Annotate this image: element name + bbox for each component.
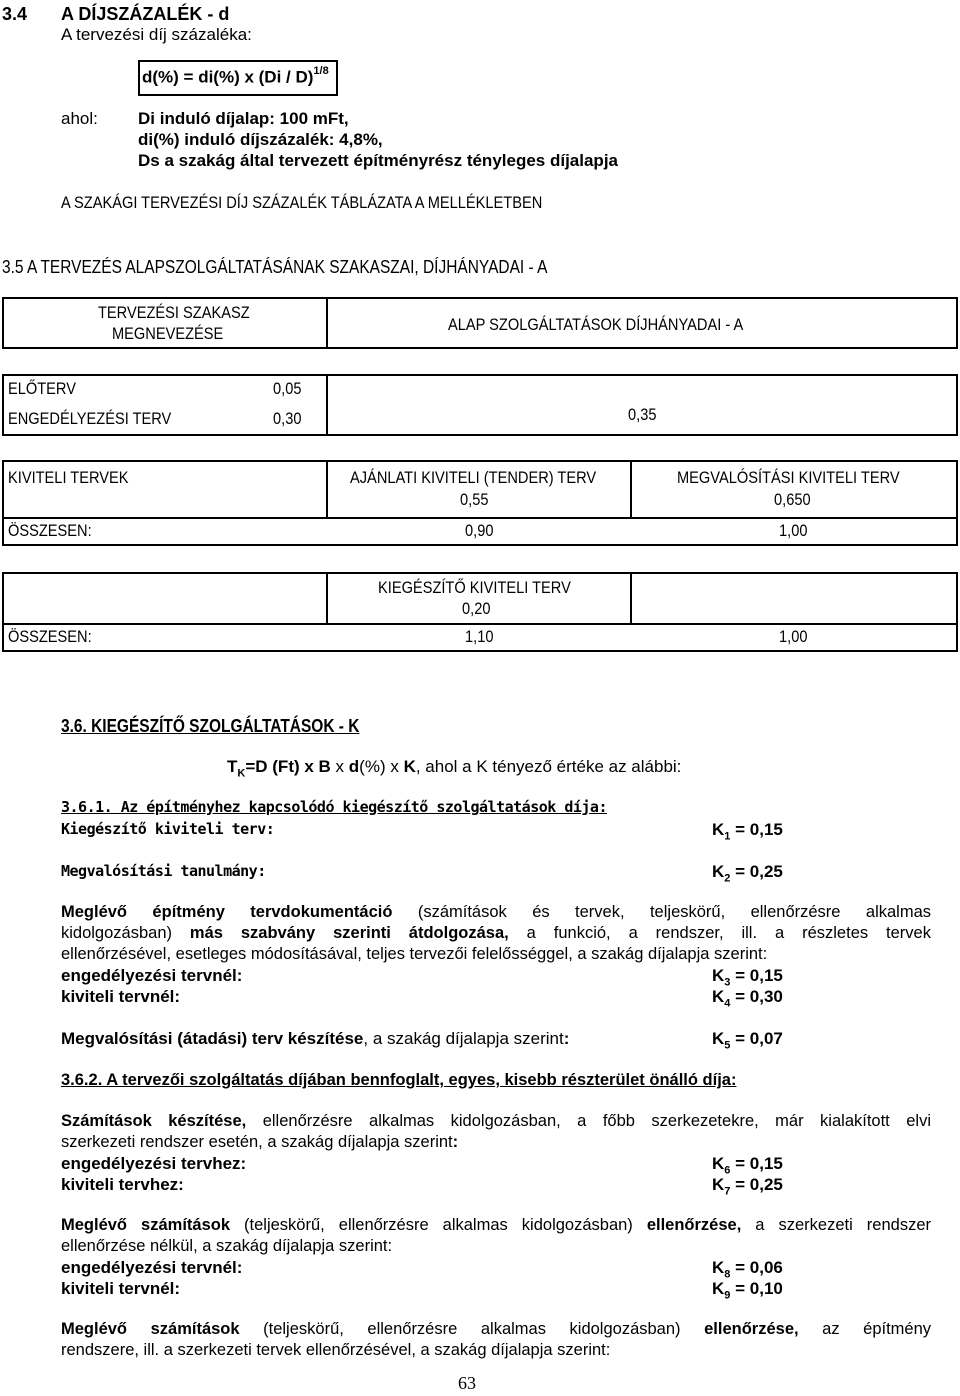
paragraph-meglevo-szamitasok-2: ellenőrzése nélkül, a szakág díjalapja szerint:: [61, 1237, 393, 1255]
section-heading-3-6: 3.6. KIEGÉSZÍTŐ SZOLGÁLTATÁSOK - K: [61, 716, 360, 736]
ds-line: Ds a szakág által tervezett építményrész tényleges díjalapja: [138, 151, 618, 170]
row-eloterv-label: ELŐTERV: [8, 379, 76, 398]
k3-value: $K_3 = 0,15$: [712, 966, 783, 989]
section-number-3-4: 3.4: [2, 4, 28, 24]
header-left-line2: MEGNEVEZÉSE: [112, 324, 224, 343]
row-engedelyezesi-label: ENGEDÉLYEZÉSI TERV: [8, 409, 172, 428]
formula-d: d(%) = di(%) x (Di / D)$^{1/8}$: [142, 65, 329, 87]
table-row-divider: [2, 623, 958, 625]
kiv-tervnel-label: kiviteli tervnél:: [61, 987, 181, 1006]
table-divider: [326, 297, 328, 349]
row-ajanlati-label: AJÁNLATI KIVITELI (TENDER) TERV: [350, 468, 597, 487]
k6-value: $K_6 = 0,15$: [712, 1154, 783, 1177]
table-divider: [630, 572, 632, 624]
row-eloterv-value: 0,05: [273, 379, 302, 398]
k4-value: $K_4 = 0,30$: [712, 987, 783, 1010]
section-title-3-4: A DÍJSZÁZALÉK - d: [61, 4, 230, 24]
k9-value: $K_9 = 0,10$: [712, 1279, 783, 1302]
megvalositasi-terv-line: Megvalósítási (átadási) terv készítése, a szakág díjalapja szerint:: [61, 1029, 570, 1048]
row-sum-value: 0,35: [628, 405, 657, 424]
page-number: 63: [458, 1373, 476, 1393]
paragraph-meglevo-epitmeny-3: ellenőrzésével, esetleges módosításával, teljes tervezői felelősséggel, a szakág díjalapja szerint:: [61, 945, 768, 963]
megval-tanulmany-label: Megvalósítási tanulmány:: [61, 862, 266, 880]
row-osszesen1-value-a: 0,90: [465, 521, 494, 540]
heading-3-6-2: 3.6.2. A tervezői szolgáltatás díjában bennfoglalt, egyes, kisebb részterület önálló díja:: [61, 1071, 737, 1089]
paragraph-meglevo-epitmeny-1: Meglévő építmény tervdokumentáció (számítások és tervek, teljeskörű, ellenőrzésre alkalmas: [61, 903, 931, 921]
table-divider: [326, 572, 328, 624]
paragraph-meglevo-szamitasok-4: rendszere, ill. a szerkezeti tervek ellenőrzésével, a szakág díjalapja szerint:: [61, 1341, 611, 1359]
annex-note: A SZAKÁGI TERVEZÉSI DÍJ SZÁZALÉK TÁBLÁZATA A MELLÉKLETBEN: [61, 193, 543, 212]
k7-value: $K_7 = 0,25$: [712, 1175, 783, 1198]
k1-value: $K_1 = 0,15$: [712, 820, 783, 843]
ahol-label: ahol:: [61, 109, 98, 128]
header-right: ALAP SZOLGÁLTATÁSOK DÍJHÁNYADAI - A: [448, 315, 744, 334]
di-line: Di induló díjalap: 100 mFt,: [138, 109, 349, 128]
row-kieg-label: KIEGÉSZÍTŐ KIVITELI TERV: [378, 578, 571, 597]
eng-tervnel2-label: engedélyezési tervnél:: [61, 1258, 243, 1277]
header-left-line1: TERVEZÉSI SZAKASZ: [98, 303, 250, 322]
row-osszesen2-value-a: 1,10: [465, 627, 494, 646]
row-osszesen2-value-b: 1,00: [779, 627, 808, 646]
paragraph-szamitasok-2: szerkezeti rendszer esetén, a szakág díjalapja szerint:: [61, 1133, 459, 1151]
paragraph-meglevo-szamitasok-1: Meglévő számítások (teljeskörű, ellenőrzésre alkalmas kidolgozásban) ellenőrzése, a szerkezeti rendszer: [61, 1216, 932, 1234]
row-megval-label: MEGVALÓSÍTÁSI KIVITELI TERV: [677, 468, 900, 487]
paragraph-meglevo-epitmeny-2: kidolgozásban) más szabvány szerinti átdolgozása, a funkció, a rendszer, ill. a részletes tervek: [61, 924, 931, 942]
paragraph-szamitasok-1: Számítások készítése, ellenőrzésre alkalmas kidolgozásban, a főbb szerkezetekre, már kialakított elvi: [61, 1112, 931, 1130]
row-kiviteli-label: KIVITELI TERVEK: [8, 468, 129, 487]
heading-3-6-1: 3.6.1. Az építményhez kapcsolódó kiegészítő szolgáltatások díja:: [61, 798, 607, 816]
row-engedelyezesi-value: 0,30: [273, 409, 302, 428]
k2-value: $K_2 = 0,25$: [712, 862, 783, 885]
row-megval-value: 0,650: [774, 490, 811, 509]
kiv-tervhez-label: kiviteli tervhez:: [61, 1175, 184, 1194]
eng-tervhez-label: engedélyezési tervhez:: [61, 1154, 247, 1173]
kieg-kiviteli-label: Kiegészítő kiviteli terv:: [61, 820, 275, 838]
table-divider: [326, 374, 328, 436]
kiv-tervnel2-label: kiviteli tervnél:: [61, 1279, 181, 1298]
row-kieg-value: 0,20: [462, 599, 491, 618]
row-osszesen1-value-b: 1,00: [779, 521, 808, 540]
row-ajanlati-value: 0,55: [460, 490, 489, 509]
formula-tk: $T_K=D$ (Ft) x B x d(%) x K, ahol a K tényező értéke az alábbi:: [227, 757, 682, 780]
paragraph-meglevo-szamitasok-3: Meglévő számítások (teljeskörű, ellenőrzésre alkalmas kidolgozásban) ellenőrzése, az építmény: [61, 1320, 932, 1338]
table-divider: [630, 460, 632, 518]
section-heading-3-5: 3.5 A TERVEZÉS ALAPSZOLGÁLTATÁSÁNAK SZAKASZAI, DÍJHÁNYADAI - A: [2, 257, 548, 277]
row-osszesen1-label: ÖSSZESEN:: [8, 521, 92, 540]
section-subtitle: A tervezési díj százaléka:: [61, 25, 252, 44]
k8-value: $K_8 = 0,06$: [712, 1258, 783, 1281]
table-divider: [326, 460, 328, 518]
k5-value: $K_5 = 0,07$: [712, 1029, 783, 1052]
row-osszesen2-label: ÖSSZESEN:: [8, 627, 92, 646]
formula-box: [138, 60, 338, 96]
table-row-divider: [2, 517, 958, 519]
di-pct-line: di(%) induló díjszázalék: 4,8%,: [138, 130, 383, 149]
eng-tervnel-label: engedélyezési tervnél:: [61, 966, 243, 985]
